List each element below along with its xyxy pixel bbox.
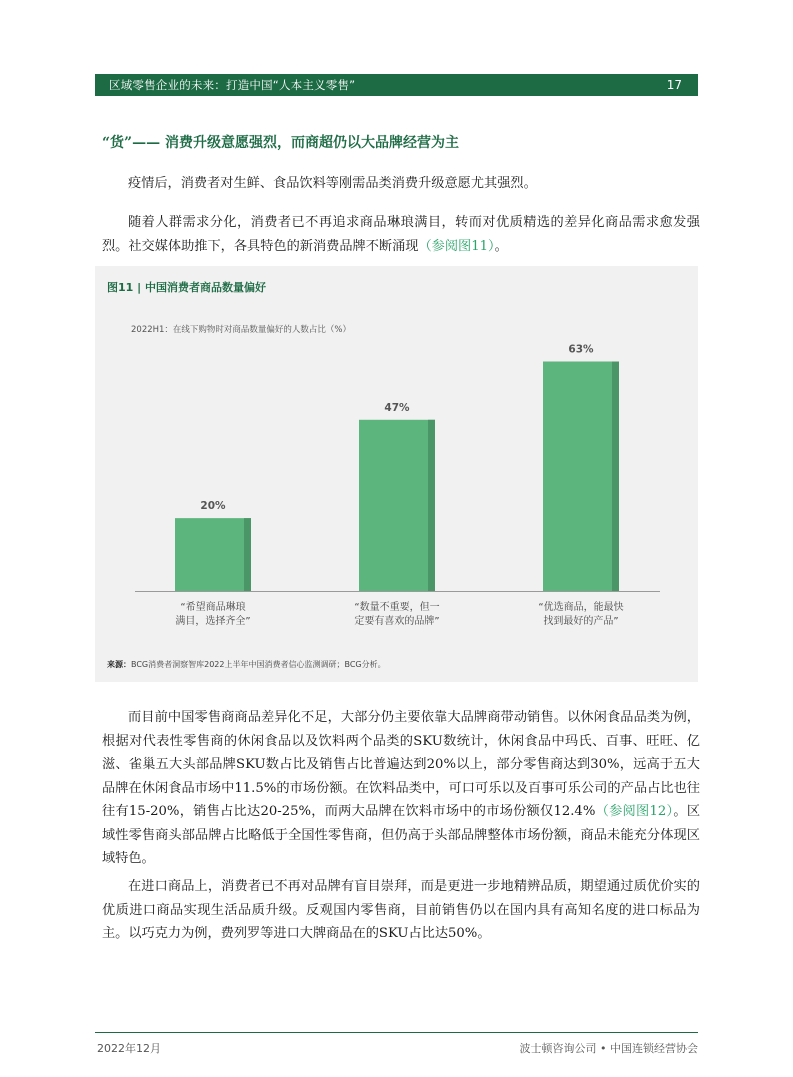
page-number: 17 xyxy=(666,78,682,92)
bar xyxy=(359,420,435,591)
bar xyxy=(543,362,619,592)
figure-12-reference-link[interactable]: （参阅图12） xyxy=(595,804,674,819)
bar-chart xyxy=(95,266,698,646)
bar-side-shade xyxy=(612,362,619,592)
figure-title: 图11 | 中国消费者商品数量偏好 xyxy=(107,281,266,294)
paragraph-2 xyxy=(102,211,700,258)
paragraph-2-text: 随着人群需求分化，消费者已不再追求商品琳琅满目，转而对优质精选的差异化商品需求愈发强烈。社交媒体助推下，各具特色的新消费品牌不断涌现 xyxy=(102,215,700,254)
paragraph-4: 在进口商品上，消费者已不再对品牌有盲目崇拜，而是更进一步地精辨品质，期望通过质优价实的优质进口商品实现生活品质升级。反观国内零售商，目前销售仍以在国内具有高知名度的进口标品为主。以巧克力为例，费列罗等进口大牌商品在的SKU占比达50%。 xyxy=(102,879,700,941)
category-label: 定要有喜欢的品牌” xyxy=(354,616,440,627)
bar-side-shade xyxy=(428,420,435,591)
category-label: “优选商品，能最快 xyxy=(538,602,624,613)
paragraph-3-text-a: 而目前中国零售商商品差异化不足，大部分仍主要依靠大品牌商带动销售。以休闲食品品类为例，根据对代表性零售商的休闲食品以及饮料两个品类的SKU数统计，休闲食品中玛氏、百事、旺旺、亿滋、雀巢五大头部品牌SKU数占比及销售占比普遍达到20%以上，部分零售商达到30%，远高于五大品牌在休闲食品市场中11.5%的市场份额。在饮料品类中，可口可乐以及百事可乐公司的产品占比也往往有15-20%，销售占比达20-25%，而两大品牌在饮料市场中的市场份额仅12.4% xyxy=(102,710,700,819)
source-text: BCG消费者洞察智库2022上半年中国消费者信心监测调研；BCG分析。 xyxy=(131,660,386,669)
category-label: 找到最好的产品” xyxy=(543,616,619,627)
category-label: “希望商品琳琅 xyxy=(180,602,246,613)
category-label: “数量不重要，但一 xyxy=(354,602,440,613)
source-label: 来源： xyxy=(107,660,131,669)
figure-11 xyxy=(95,266,698,682)
footer-date: 2022年12月 xyxy=(97,1042,161,1055)
figure-11-reference-link[interactable]: （参阅图11） xyxy=(418,238,495,254)
bar xyxy=(175,518,251,591)
category-label: 满目，选择齐全” xyxy=(175,616,251,627)
bar-value-label: 47% xyxy=(384,401,410,414)
paragraph-3-text-b: 。区域性零售商头部品牌占比略低于全国性零售商，但仍高于头部品牌整体市场份额，商品未能充分体现区域特色。 xyxy=(102,804,701,866)
paragraph-1: 疫情后，消费者对生鲜、食品饮料等刚需品类消费升级意愿尤其强烈。 xyxy=(128,176,537,191)
figure-subtitle: 2022H1：在线下购物时对商品数量偏好的人数占比（%） xyxy=(131,325,352,335)
bar-value-label: 63% xyxy=(568,343,594,356)
figure-source xyxy=(107,659,386,670)
header-title: 区域零售企业的未来：打造中国“人本主义零售” xyxy=(109,78,356,92)
section-heading: “货”—— 消费升级意愿强烈，而商超仍以大品牌经营为主 xyxy=(102,135,459,151)
footer-organization: 波士顿咨询公司 • 中国连锁经营协会 xyxy=(519,1042,698,1055)
paragraph-2-end: 。 xyxy=(494,238,508,254)
page-header xyxy=(95,74,698,96)
footer-divider xyxy=(95,1032,698,1033)
bar-side-shade xyxy=(244,518,251,591)
bar-value-label: 20% xyxy=(200,500,226,513)
paragraph-3 xyxy=(102,706,700,871)
